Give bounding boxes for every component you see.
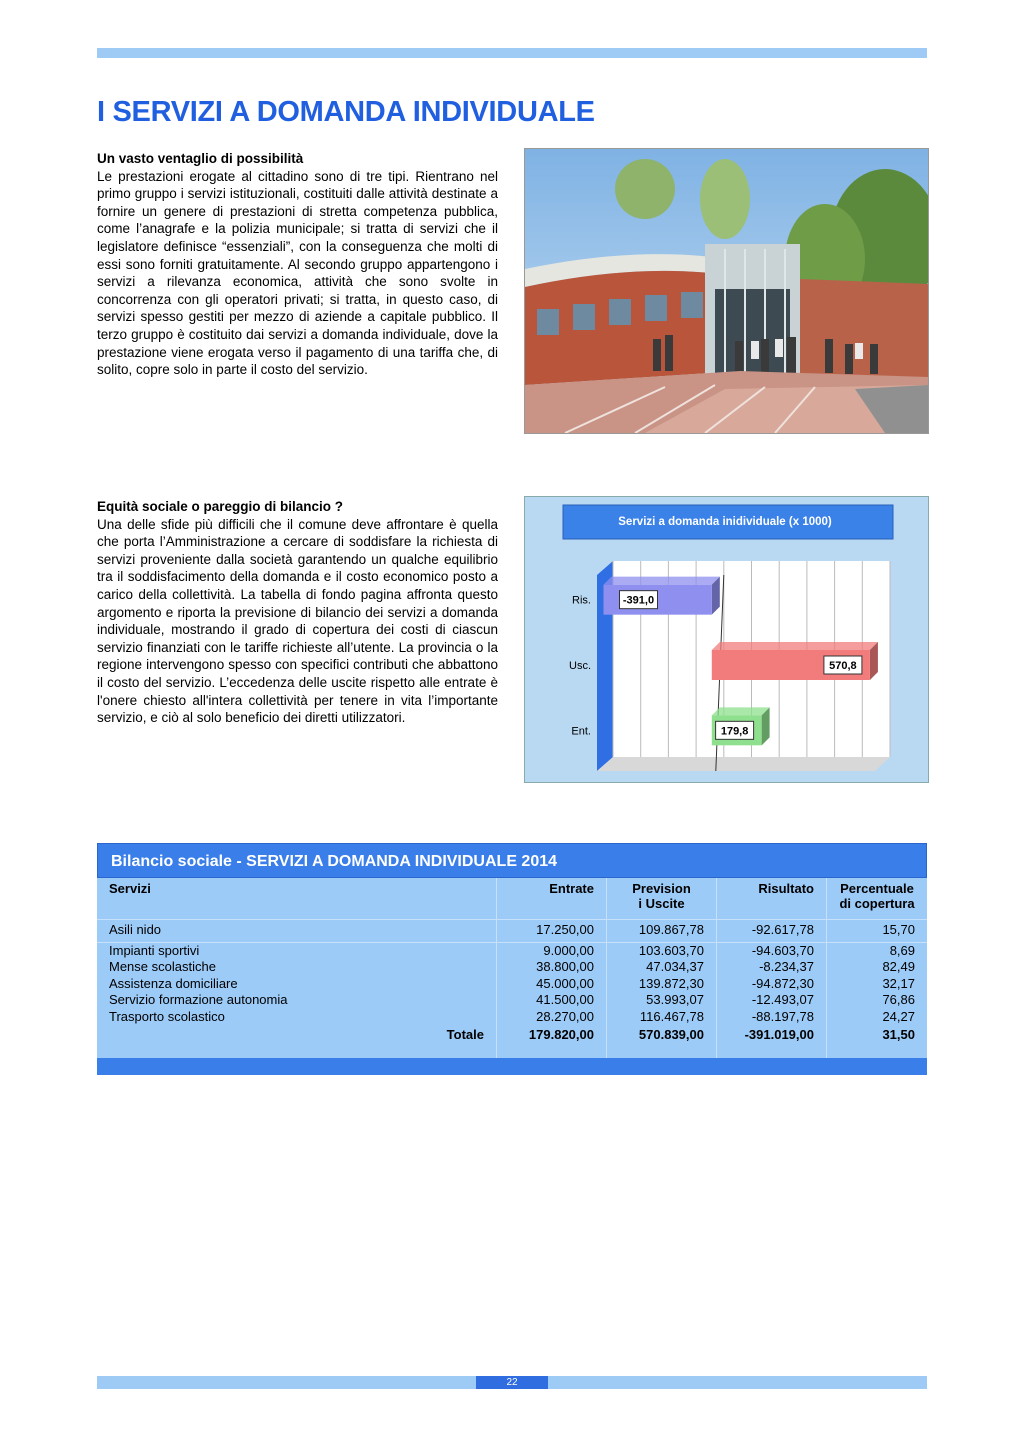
chart-value-label: -391,0 — [622, 594, 655, 607]
table-row — [97, 959, 927, 976]
cell-uscite: 109.867,78 — [607, 920, 717, 943]
cell-entrate: 28.270,00 — [497, 1009, 607, 1026]
section-possibilities — [97, 150, 498, 379]
header-perc-line2: di copertura — [839, 896, 915, 911]
table-footer-bar — [97, 1058, 927, 1075]
section-body: Le prestazioni erogate al cittadino sono di tre tipi. Rientrano nel primo gruppo i servizi istituzionali, costituiti dalle attività destinate a fornire un genere di prestazioni di stretta competenza pubblica, come l’anagrafe e la polizia municipale; si tratta di servizi che il legislatore definisce “essenziali”, con la conseguenza che molti di essi sono forniti gratuitamente. Al secondo gruppo appartengono i servizi a rilevanza economica, attività che sono svolte in concorrenza con gli operatori privati; si tratta, in questo caso, di servizi spesso gestiti per mezzo di aziende a capitale pubblico. Il terzo gruppo è costituito dai servizi a domanda individuale, dove la prestazione viene erogata verso il pagamento di una tariffa che, di solito, copre solo in parte il costo del servizio. — [97, 168, 498, 378]
cell-entrate: 45.000,00 — [497, 976, 607, 993]
chart-category-label: Ris. — [572, 594, 591, 607]
cell-perc: 8,69 — [827, 942, 928, 959]
page-title: I SERVIZI A DOMANDA INDIVIDUALE — [97, 96, 595, 128]
cell-risultato: -88.197,78 — [717, 1009, 827, 1026]
table-row — [97, 1009, 927, 1026]
table-title: Bilancio sociale - SERVIZI A DOMANDA INDIVIDUALE 2014 — [97, 843, 927, 878]
cell-servizio: Impianti sportivi — [97, 942, 497, 959]
cell-perc: 24,27 — [827, 1009, 928, 1026]
cell-entrate: 9.000,00 — [497, 942, 607, 959]
cell-perc: 76,86 — [827, 992, 928, 1009]
cell-uscite: 139.872,30 — [607, 976, 717, 993]
cell-total-entrate: 179.820,00 — [497, 1025, 607, 1048]
section-equity — [97, 498, 498, 727]
cell-entrate: 17.250,00 — [497, 920, 607, 943]
chart-bar-top — [712, 707, 770, 715]
budget-chart-svg — [525, 497, 928, 782]
cell-total-perc: 31,50 — [827, 1025, 928, 1048]
header-percentuale — [827, 878, 928, 920]
cell-risultato: -94.603,70 — [717, 942, 827, 959]
cell-uscite: 53.993,07 — [607, 992, 717, 1009]
building-photo — [524, 148, 929, 434]
table-total-row — [97, 1025, 927, 1048]
chart-category-label: Ent. — [571, 725, 591, 738]
chart-bar-top — [603, 577, 719, 585]
cell-risultato: -12.493,07 — [717, 992, 827, 1009]
cell-servizio: Mense scolastiche — [109, 959, 216, 974]
top-decorative-bar — [97, 48, 927, 58]
section-heading: Equità sociale o pareggio di bilancio ? — [97, 499, 344, 514]
header-perc-line1: Percentuale — [840, 881, 914, 896]
header-uscite — [607, 878, 717, 920]
header-uscite-line2: i Uscite — [638, 896, 685, 911]
cell-servizio: Trasporto scolastico — [109, 1008, 225, 1024]
cell-risultato: -92.617,78 — [717, 920, 827, 943]
chart-value-label: 570,8 — [829, 660, 857, 672]
section-heading: Un vasto ventaglio di possibilità — [97, 151, 304, 166]
table-row — [97, 920, 927, 943]
header-entrate: Entrate — [497, 878, 607, 920]
cell-servizio: Assistenza domiciliare — [109, 975, 238, 991]
chart-value-label: 179,8 — [720, 725, 749, 738]
cell-risultato: -8.234,37 — [717, 959, 827, 976]
header-servizi: Servizi — [109, 881, 151, 896]
cell-entrate: 41.500,00 — [497, 992, 607, 1009]
cell-total-label: Totale — [446, 1027, 484, 1042]
page-number: 22 — [476, 1376, 548, 1389]
header-risultato: Risultato — [717, 878, 827, 920]
chart-category-label: Usc. — [569, 660, 591, 672]
budget-table-grid — [97, 878, 927, 1068]
cell-uscite: 47.034,37 — [607, 959, 717, 976]
cell-perc: 32,17 — [827, 976, 928, 993]
section-body: Una delle sfide più difficili che il comune deve affrontare è quella che porta l’Amministrazione a cercare di soddisfare la richiesta di servizi proveniente dalla società garantendo un qualche equilibrio tra il soddisfacimento della domanda e il costo economico posto a carico della collettività. La tabella di fondo pagina affronta questo argomento e riporta la previsione di bilancio dei servizi a domanda individuale, mostrando il grado di copertura dei costi di ciascun servizio finanziati con le tariffe richieste all’utente. La provincia o la regione intervengono spesso con specifici contributi che abbattono il costo del servizio. L’eccedenza delle uscite rispetto alle entrate è l'onere chiesto all'intera collettività per tenere in vita l’importante servizio, e ciò al solo beneficio dei diretti utilizzatori. — [97, 516, 498, 726]
cell-uscite: 116.467,78 — [607, 1009, 717, 1026]
cell-total-risultato: -391.019,00 — [717, 1025, 827, 1048]
cell-risultato: -94.872,30 — [717, 976, 827, 993]
budget-table — [97, 843, 927, 1075]
header-uscite-line1: Prevision — [632, 881, 691, 896]
cell-total-uscite: 570.839,00 — [607, 1025, 717, 1048]
building-photo-illustration — [525, 149, 928, 433]
table-row — [97, 942, 927, 959]
chart-title: Servizi a domanda inidividuale (x 1000) — [618, 516, 832, 528]
cell-servizio: Servizio formazione autonomia — [109, 992, 288, 1007]
cell-perc: 82,49 — [827, 959, 928, 976]
cell-entrate: 38.800,00 — [497, 959, 607, 976]
cell-uscite: 103.603,70 — [607, 942, 717, 959]
cell-perc: 15,70 — [827, 920, 928, 943]
chart-floor — [597, 757, 890, 771]
chart-bar-top — [712, 642, 878, 650]
table-row — [97, 976, 927, 993]
table-row — [97, 992, 927, 1009]
cell-servizio: Asili nido — [97, 920, 497, 943]
budget-chart — [524, 496, 929, 783]
